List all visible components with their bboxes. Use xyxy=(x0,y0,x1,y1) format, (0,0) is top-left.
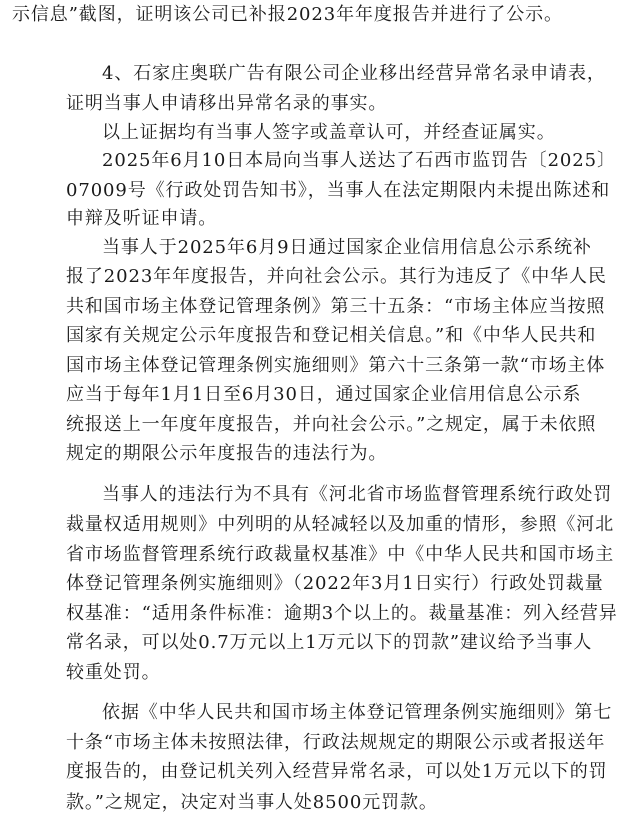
text-line: 应当于每年1月1日至6月30日，通过国家企业信用信息公示系 xyxy=(66,384,582,405)
text-line: 当事人的违法行为不具有《河北省市场监督管理系统行政处罚 xyxy=(102,484,613,505)
text-line: 共和国市场主体登记管理条例》第三十五条：“市场主体应当按照 xyxy=(66,296,606,317)
text-line: 以上证据均有当事人签字或盖章认可，并经查证属实。 xyxy=(102,122,556,143)
text-line: 国市场主体登记管理条例实施细则》第六十三条第一款“市场主体 xyxy=(66,355,606,376)
text-line: 示信息”截图，证明该公司已补报2023年年度报告并进行了公示。 xyxy=(12,4,563,25)
text-line: 款。”之规定，决定对当事人处8500元罚款。 xyxy=(66,792,438,813)
text-line: 4、石家庄奥联广告有限公司企业移出经营异常名录申请表， xyxy=(102,63,606,84)
text-line: 省市场监督管理系统行政裁量权基准》中《中华人民共和国市场主 xyxy=(66,544,615,565)
text-line: 裁量权适用规则》中列明的从轻减轻以及加重的情形，参照《河北 xyxy=(66,514,615,535)
text-line: 报了2023年年度报告，并向社会公示。其行为违反了《中华人民 xyxy=(66,266,607,287)
text-line: 体登记管理条例实施细则》（2022年3月1日实行）行政处罚裁量 xyxy=(66,573,604,594)
text-line: 权基准：“适用条件标准：逾期3个以上的。裁量基准：列入经营异 xyxy=(66,603,618,624)
text-line: 申辩及听证申请。 xyxy=(66,208,218,229)
text-line: 07009号《行政处罚告知书》，当事人在法定期限内未提出陈述和 xyxy=(66,180,611,201)
text-line: 统报送上一年度年度报告，并向社会公示。”之规定，属于未依照 xyxy=(66,414,597,435)
text-line: 2025年6月10日本局向当事人送达了石西市监罚告〔2025〕 xyxy=(102,150,616,171)
text-line: 当事人于2025年6月9日通过国家企业信用信息公示系统补 xyxy=(102,237,592,258)
text-line: 十条“市场主体未按照法律，行政法规规定的期限公示或者报送年 xyxy=(66,732,606,753)
text-line: 较重处罚。 xyxy=(66,662,161,683)
text-line: 常名录，可以处0.7万元以上1万元以下的罚款”建议给予当事人 xyxy=(66,632,593,653)
text-line: 国家有关规定公示年度报告和登记相关信息。”和《中华人民共和 xyxy=(66,325,597,346)
text-line: 证明当事人申请移出异常名录的事实。 xyxy=(66,93,388,114)
text-line: 规定的期限公示年度报告的违法行为。 xyxy=(66,443,388,464)
text-line: 依据《中华人民共和国市场主体登记管理条例实施细则》第七 xyxy=(102,702,613,723)
text-line: 度报告的，由登记机关列入经营异常名录，可以处1万元以下的罚 xyxy=(66,761,608,782)
